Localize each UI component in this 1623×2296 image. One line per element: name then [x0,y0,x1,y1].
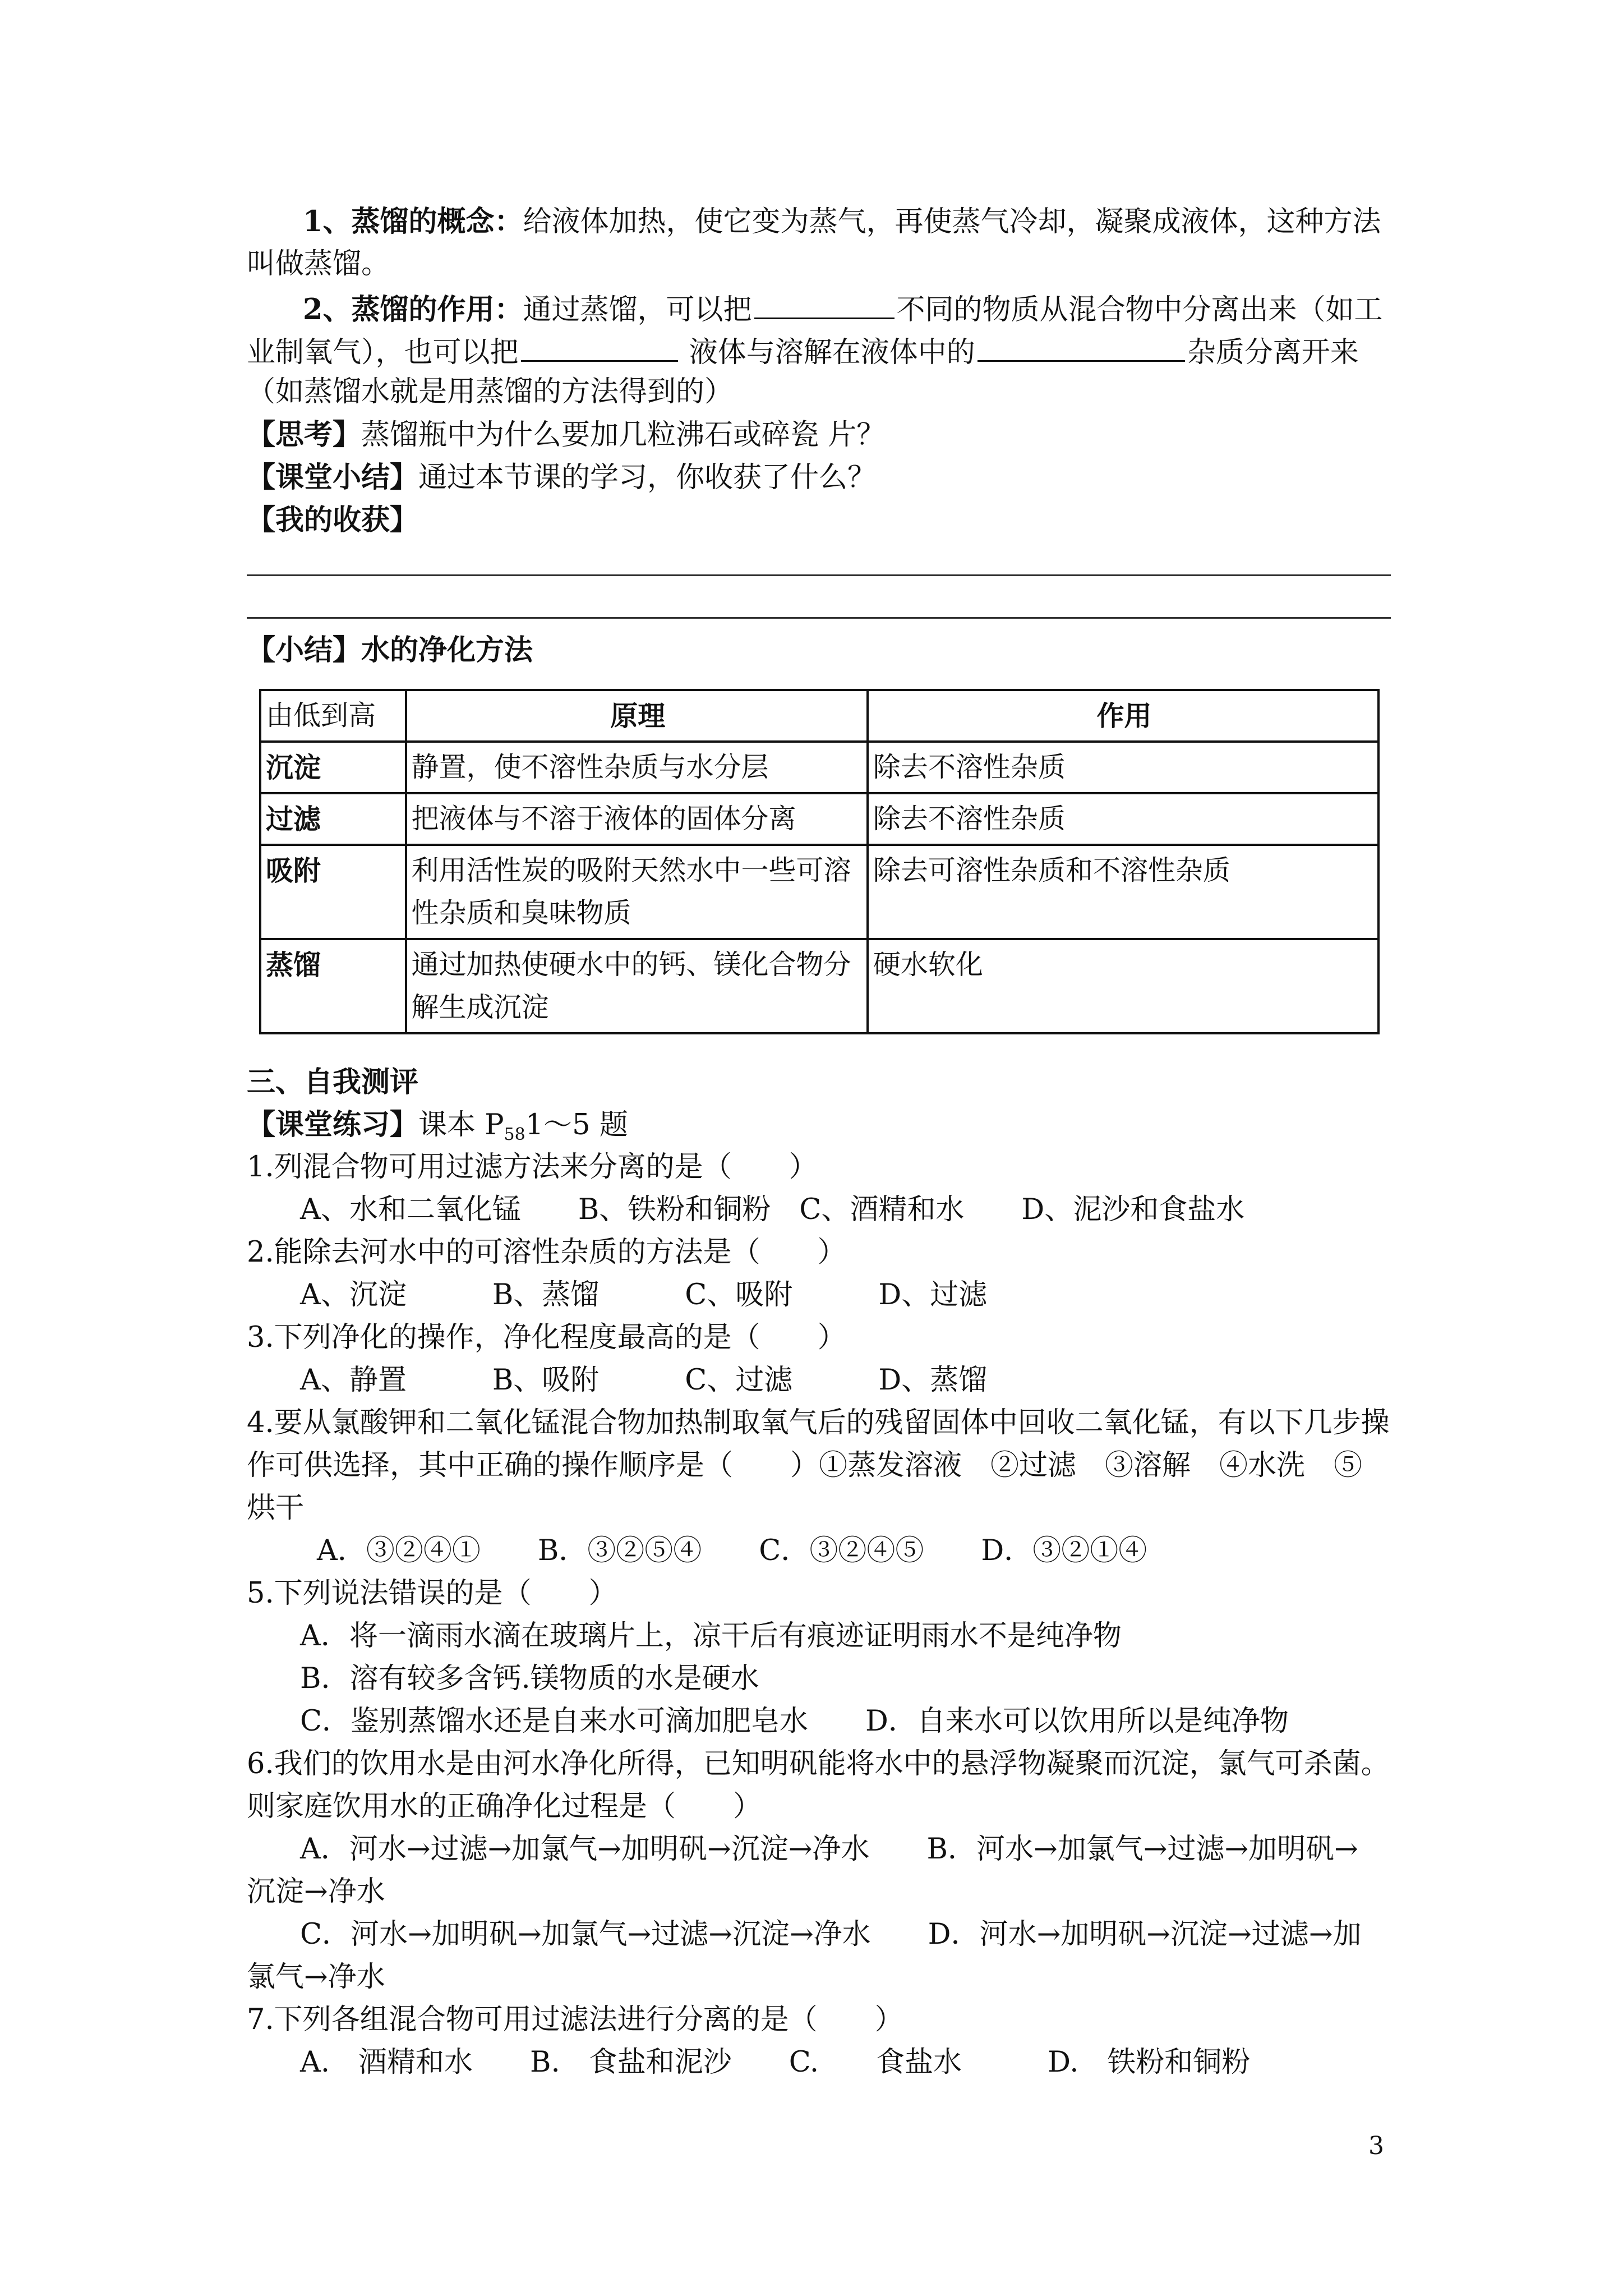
question-3-options: A、静置 B、吸附 C、过滤 D、蒸馏 [300,1364,988,1397]
paragraph-function-note [247,370,1391,414]
question-4-options: A．③②④① B．③②⑤④ C．③②④⑤ D．③②①④ [317,1534,1147,1567]
header-order: 由低到高 [260,690,406,742]
header-principle: 原理 [406,690,868,742]
paragraph-concept-cont [247,242,1391,286]
table-row [260,845,1378,939]
question-4: 4.要从氯酸钾和二氧化锰混合物加热制取氧气后的残留固体中回收二氧化锰，有以下几步操 [247,1406,1390,1439]
answer-rule-1[interactable] [247,574,1391,576]
self-test-heading: 三、自我测评 [247,1065,419,1099]
summary-text: 通过本节课的学习，你收获了什么？ [418,461,877,494]
practice-text: 课本 P [418,1108,504,1142]
question-6-option-cd-cont: 氯气→净水 [247,1961,385,1994]
method-cell: 蒸馏 [260,939,406,1033]
principle-cell: 利用活性炭的吸附天然水中一些可溶性杂质和臭味物质 [406,845,868,939]
question-7: 7.下列各组混合物可用过滤法进行分离的是（ ） [247,2003,903,2036]
question-2-options: A、沉淀 B、蒸馏 C、吸附 D、过滤 [300,1278,988,1312]
question-5: 5.下列说法错误的是（ ） [247,1577,617,1610]
table-title-label: 【小结】 [247,633,362,667]
table-row [260,793,1378,845]
fill-blank-1[interactable] [754,285,895,319]
summary-label: 【课堂小结】 [247,461,419,494]
table-title [247,628,1391,673]
think-label: 【思考】 [247,418,362,452]
question-5-option-a: A．将一滴雨水滴在玻璃片上，凉干后有痕迹证明雨水不是纯净物 [300,1619,1122,1653]
question-4-cont: 作可供选择，其中正确的操作顺序是（ ）①蒸发溶液 ②过滤 ③溶解 ④水洗 ⑤ [247,1449,1363,1482]
principle-cell: 把液体与不溶于液体的固体分离 [406,793,868,845]
question-4-cont: 烘干 [247,1492,305,1525]
function-text: 通过蒸馏，可以把 [523,293,752,326]
question-6-option-ab-cont: 沉淀→净水 [247,1875,385,1908]
table-header-row [260,690,1378,742]
question-1: 1.列混合物可用过滤方法来分离的是（ ） [247,1151,818,1184]
think-line [247,413,1391,457]
question-6-option-cd: C．河水→加明矾→加氯气→过滤→沉淀→净水 D．河水→加明矾→沉淀→过滤→加 [300,1918,1362,1951]
principle-cell: 静置，使不溶性杂质与水分层 [406,742,868,793]
table-row [260,742,1378,793]
method-cell: 沉淀 [260,742,406,793]
method-cell: 过滤 [260,793,406,845]
question-6-cont: 则家庭饮用水的正确净化过程是（ ） [247,1790,762,1823]
question-5-option-cd: C．鉴别蒸馏水还是自来水可滴加肥皂水 D．自来水可以饮用所以是纯净物 [300,1705,1289,1738]
page-subscript: 58 [504,1125,525,1144]
effect-cell: 除去不溶性杂质 [868,742,1378,793]
table-row [260,939,1378,1033]
function-text: 不同的物质从混合物中分离出来（如工 [896,293,1383,326]
page-number: 3 [1368,2132,1384,2160]
function-label: 2、蒸馏的作用： [303,293,523,326]
function-text: 杂质分离开来 [1187,336,1359,369]
paragraph-concept [247,200,1391,244]
summary-line [247,455,1391,500]
practice-text: 1～5 题 [525,1108,628,1142]
concept-text-cont: 叫做蒸馏。 [247,247,390,280]
harvest-label: 【我的收获】 [247,503,419,537]
question-6-option-ab: A．河水→过滤→加氯气→加明矾→沉淀→净水 B．河水→加氯气→过滤→加明矾→ [300,1833,1358,1866]
paragraph-function [247,285,1391,332]
practice-label: 【课堂练习】 [247,1108,419,1142]
question-6: 6.我们的饮用水是由河水净化所得，已知明矾能将水中的悬浮物凝聚而沉淀，氯气可杀菌。 [247,1747,1390,1780]
header-effect: 作用 [868,690,1378,742]
function-text: 业制氧气），也可以把 [247,336,519,369]
effect-cell: 除去不溶性杂质 [868,793,1378,845]
question-2: 2.能除去河水中的可溶性杂质的方法是（ ） [247,1236,846,1269]
paragraph-function-cont [247,328,1391,375]
fill-blank-2[interactable] [521,328,678,362]
fill-blank-3[interactable] [978,328,1185,362]
method-cell: 吸附 [260,845,406,939]
question-7-options: A. 酒精和水 B. 食盐和泥沙 C. 食盐水 D. 铁粉和铜粉 [300,2046,1251,2079]
question-1-options: A、水和二氧化锰 B、铁粉和铜粉 C、酒精和水 D、泥沙和食盐水 [300,1193,1245,1226]
purification-table [259,689,1380,1034]
harvest-line [247,498,1391,542]
table-title-text: 水的净化方法 [361,633,533,667]
question-3: 3.下列净化的操作，净化程度最高的是（ ） [247,1321,846,1354]
think-text: 蒸馏瓶中为什么要加几粒沸石或碎瓷 片？ [361,418,886,452]
effect-cell: 除去可溶性杂质和不溶性杂质 [868,845,1378,939]
function-note: （如蒸馏水就是用蒸馏的方法得到的） [247,375,734,408]
effect-cell: 硬水软化 [868,939,1378,1033]
concept-label: 1、蒸馏的概念： [303,205,523,238]
answer-rule-2[interactable] [247,617,1391,619]
function-text: 液体与溶解在液体中的 [680,336,975,369]
concept-text: 给液体加热，使它变为蒸气，再使蒸气冷却，凝聚成液体，这种方法 [523,205,1381,238]
principle-cell: 通过加热使硬水中的钙、镁化合物分解生成沉淀 [406,939,868,1033]
question-5-option-b: B．溶有较多含钙.镁物质的水是硬水 [300,1662,759,1695]
